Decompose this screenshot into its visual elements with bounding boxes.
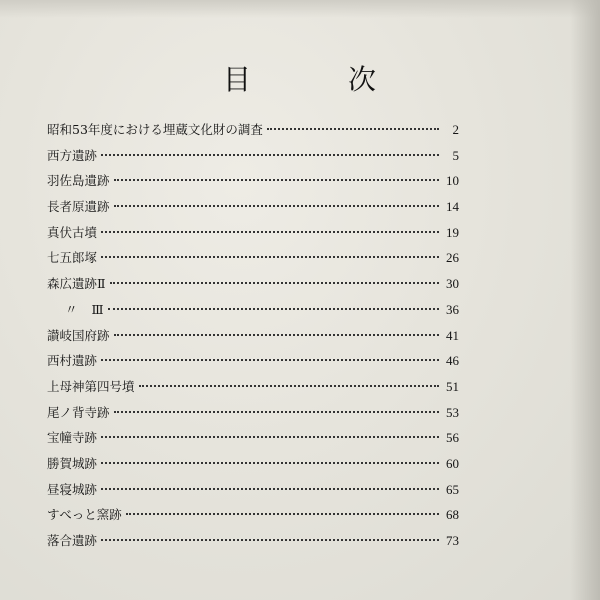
toc-entry-page: 60: [446, 455, 459, 471]
toc-entry: [47, 351, 459, 377]
toc-entry: [47, 146, 459, 172]
toc-entry-label: 羽佐島遺跡: [47, 173, 110, 189]
toc-entry: [47, 377, 459, 403]
leader-dots: [114, 204, 439, 207]
toc-entry: [47, 403, 459, 429]
leader-dots: [110, 281, 440, 284]
toc-entry: [47, 531, 459, 557]
toc-entry: [47, 223, 459, 249]
toc-entry: [47, 120, 459, 146]
toc-entry-page: 65: [446, 481, 459, 497]
toc-entry-label: 勝賀城跡: [47, 455, 98, 471]
toc-entry-page: 2: [452, 122, 459, 137]
toc-entry-label: 昭和53年度における埋蔵文化財の調査: [47, 122, 263, 137]
toc-entry-label: 真伏古墳: [47, 224, 98, 240]
leader-dots: [101, 153, 439, 156]
toc-entry: [47, 326, 459, 352]
toc-entry-page: 19: [446, 224, 459, 240]
leader-dots: [101, 255, 439, 258]
toc-entry-page: 30: [446, 276, 459, 292]
toc-entry: [47, 274, 459, 300]
toc-entry-page: 36: [446, 301, 459, 317]
toc-entry-label: 上母神第四号墳: [47, 378, 135, 394]
toc-entry-label: 昼寝城跡: [47, 481, 98, 497]
toc-entry-page: 73: [446, 533, 459, 548]
toc-entry-label: 森広遺跡Ⅱ: [47, 276, 106, 292]
toc-entry: [47, 197, 459, 223]
toc-entry-page: 14: [446, 199, 459, 215]
leader-dots: [114, 178, 439, 181]
leader-dots: [267, 127, 439, 130]
title-char-2: 次: [348, 63, 378, 96]
toc-entry-page: 46: [446, 353, 459, 369]
toc-entry-label: 西方遺跡: [47, 147, 98, 163]
leader-dots: [114, 410, 439, 413]
leader-dots: [139, 384, 439, 387]
toc-entry: [47, 454, 459, 480]
toc-entry-page: 68: [446, 507, 459, 523]
toc-entry-label: 宝幢寺跡: [47, 430, 98, 446]
toc-entry-label: 〃 Ⅲ: [65, 301, 104, 317]
toc-entry-label: すべっと窯跡: [47, 507, 122, 523]
toc-entry: [47, 505, 459, 531]
toc-entry-label: 長者原遺跡: [47, 199, 110, 215]
leader-dots: [101, 435, 439, 438]
leader-dots: [108, 307, 439, 310]
toc-entry: [47, 248, 459, 274]
toc-entry-label: 七五郎塚: [47, 250, 98, 266]
toc-entry-label: 尾ノ背寺跡: [47, 404, 110, 420]
page-top-shadow: [0, 0, 600, 18]
leader-dots: [114, 333, 439, 336]
leader-dots: [101, 461, 439, 464]
toc-entry-page: 10: [446, 173, 459, 189]
leader-dots: [101, 538, 439, 541]
toc-entry-label: 落合遺跡: [47, 533, 98, 548]
toc-entry-page: 26: [446, 250, 459, 266]
page-title: [0, 58, 600, 98]
toc-entry-page: 56: [446, 430, 459, 446]
toc-entry-page: 51: [446, 378, 459, 394]
leader-dots: [101, 487, 439, 490]
toc-entry-label: 讃岐国府跡: [47, 327, 110, 343]
table-of-contents: [47, 120, 459, 557]
toc-entry: [47, 428, 459, 454]
toc-entry-page: 41: [446, 327, 459, 343]
toc-entry: [47, 300, 459, 326]
toc-entry-page: 5: [452, 147, 459, 163]
leader-dots: [101, 358, 439, 361]
toc-entry-page: 53: [446, 404, 459, 420]
toc-entry: [47, 171, 459, 197]
title-char-1: 目: [222, 63, 252, 96]
toc-entry: [47, 480, 459, 506]
leader-dots: [126, 512, 439, 515]
leader-dots: [101, 230, 439, 233]
toc-entry-label: 西村遺跡: [47, 353, 98, 369]
